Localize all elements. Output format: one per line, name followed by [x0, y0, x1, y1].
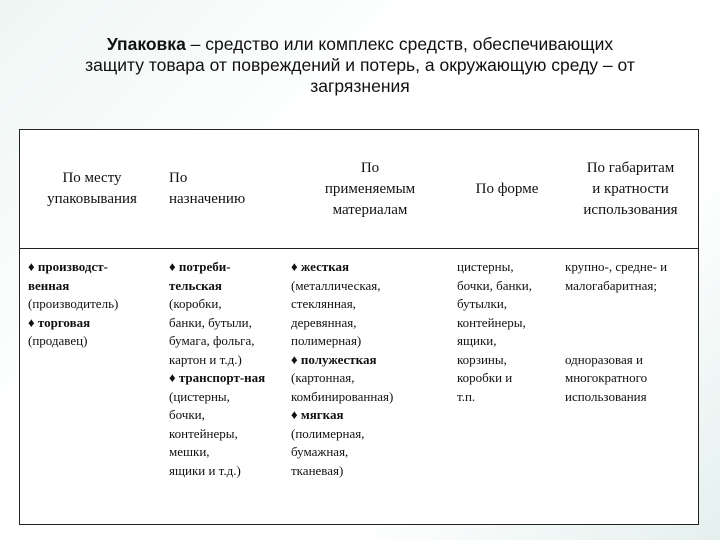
cell-line: ♦ потреби-	[169, 259, 231, 274]
cell-line: корзины,	[457, 351, 507, 367]
header-by-materials: По применяемым материалам	[324, 159, 416, 218]
cell-line: (цистерны,	[169, 388, 230, 404]
cell-line: многократного	[565, 370, 648, 385]
cell-line	[565, 314, 699, 333]
cell-line: цистерны,	[457, 259, 514, 274]
cell-line: контейнеры,	[457, 314, 526, 330]
column-by-place	[28, 258, 168, 351]
cell-line: (полимерная,	[291, 425, 365, 441]
cell-line: (коробки,	[169, 296, 222, 311]
cell-line	[565, 332, 699, 351]
title-definition-line2: защиту товара от повреждений и потерь, а окружающую среду – от	[85, 55, 635, 75]
cell-line: полимерная)	[291, 333, 362, 348]
cell-line: одноразовая и	[565, 351, 643, 367]
header-by-size: По габаритам и кратности использования	[583, 159, 678, 218]
cell-line: венная	[28, 277, 70, 293]
header-by-place: По месту упаковывания	[47, 170, 137, 207]
cell-line: бутылки,	[457, 296, 508, 311]
cell-line: мешки,	[169, 444, 210, 459]
cell-line: банки, бутыли,	[169, 314, 252, 330]
cell-line: бумага, фольга,	[169, 333, 255, 348]
cell-line: контейнеры,	[169, 425, 238, 441]
cell-line: комбинированная)	[291, 388, 394, 404]
title-term: Упаковка	[106, 34, 186, 54]
cell-line: бочки, банки,	[457, 277, 532, 293]
column-by-materials	[291, 258, 451, 480]
header-by-shape: По форме	[475, 180, 539, 197]
cell-line: (картонная,	[291, 370, 355, 385]
cell-line: использования	[565, 388, 647, 404]
cell-line	[565, 295, 699, 314]
cell-line: ♦ торговая	[28, 314, 91, 330]
cell-line: ♦ жесткая	[291, 259, 350, 274]
classification-table	[19, 129, 699, 525]
cell-line: картон и т.д.)	[169, 351, 242, 367]
cell-line: бочки,	[169, 407, 205, 422]
cell-line: ♦ мягкая	[291, 407, 344, 422]
header-divider	[20, 248, 698, 249]
cell-line: ♦ транспорт-ная	[169, 370, 266, 385]
cell-line: крупно-, средне- и	[565, 259, 668, 274]
cell-line: деревянная,	[291, 314, 357, 330]
title-definition-line3: загрязнения	[310, 76, 410, 96]
header-by-purpose: По назначению	[169, 170, 246, 207]
column-by-purpose	[169, 258, 295, 480]
cell-line: (продавец)	[28, 333, 88, 348]
cell-line: (производитель)	[28, 296, 119, 311]
cell-line: тканевая)	[291, 462, 344, 478]
column-by-size	[565, 258, 699, 406]
cell-line: ♦ полужесткая	[291, 351, 377, 367]
cell-line: бумажная,	[291, 444, 349, 459]
cell-line: ящики и т.д.)	[169, 462, 241, 478]
cell-line: стеклянная,	[291, 296, 356, 311]
cell-line: коробки и	[457, 370, 513, 385]
cell-line: малогабаритная;	[565, 277, 657, 293]
cell-line: ♦ производст-	[28, 259, 108, 274]
cell-line: ящики,	[457, 333, 497, 348]
page-title	[30, 34, 690, 97]
column-by-shape	[457, 258, 569, 406]
cell-line: тельская	[169, 277, 222, 293]
title-definition-line1: – средство или комплекс средств, обеспечивающих	[185, 34, 614, 54]
cell-line: т.п.	[457, 388, 476, 404]
cell-line: (металлическая,	[291, 277, 381, 293]
